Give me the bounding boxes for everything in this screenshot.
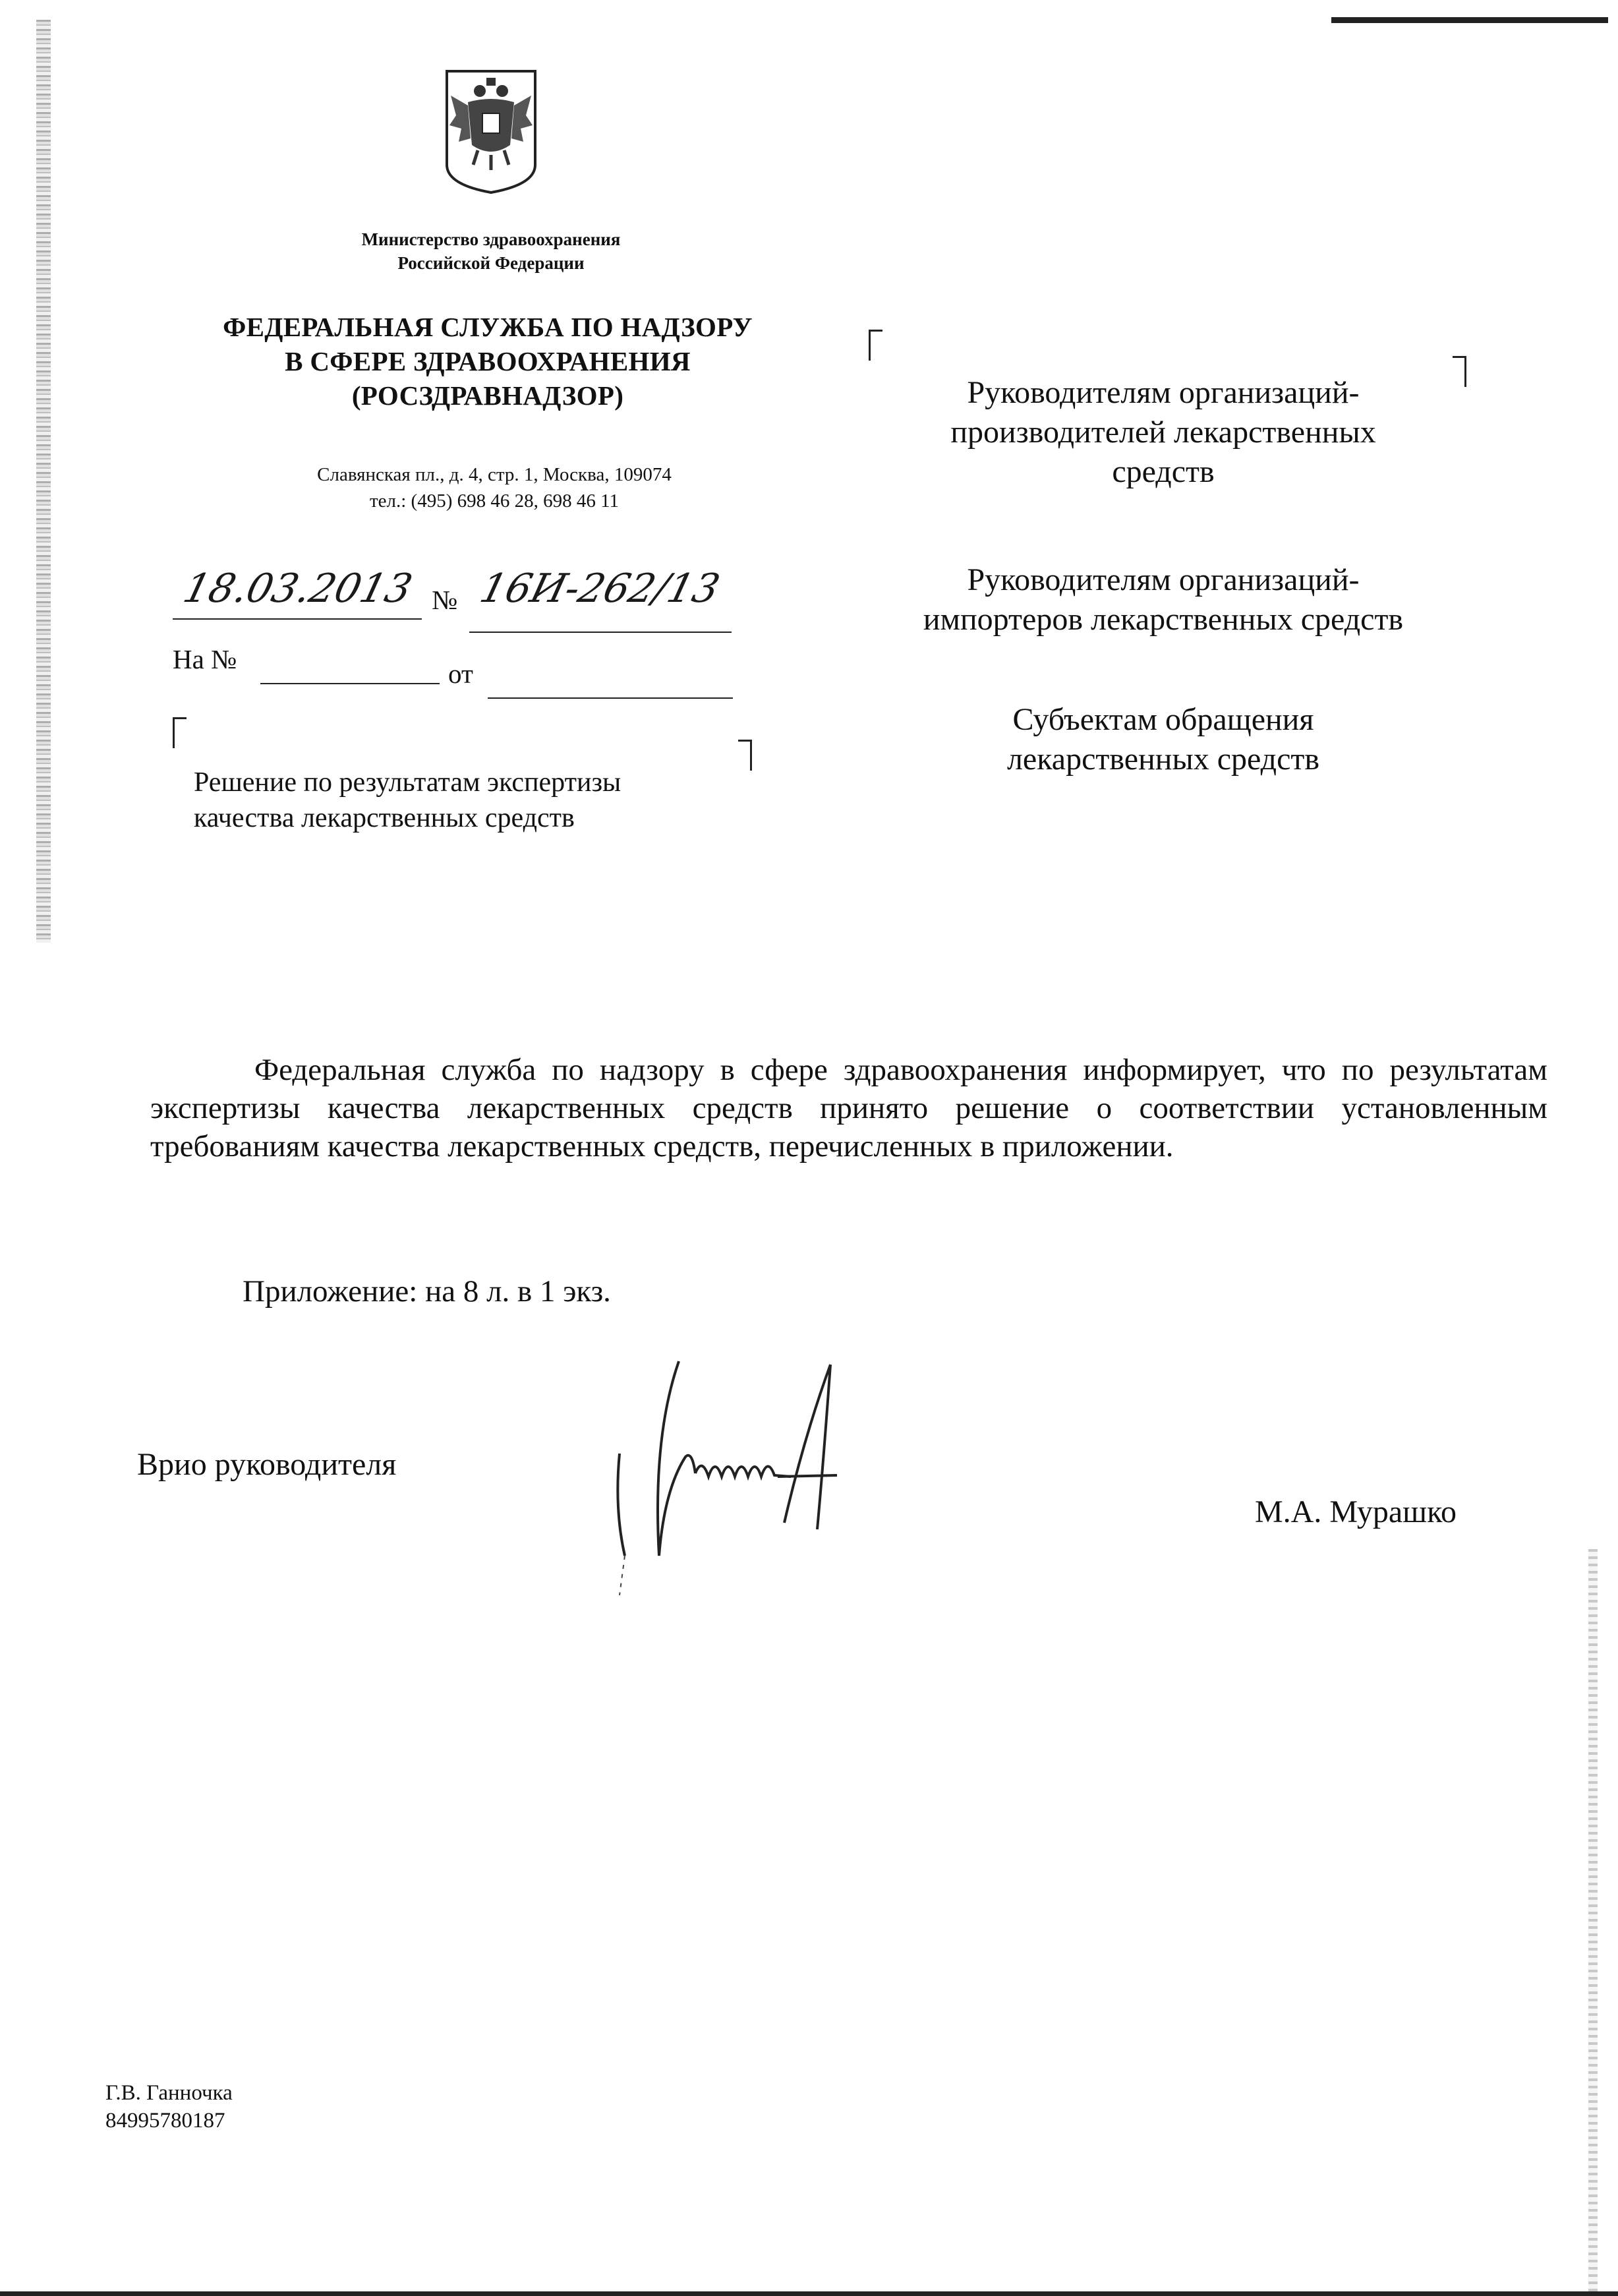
subject-block: Решение по результатам экспертизы качества лекарственных средств <box>194 767 621 833</box>
scan-edge-bottom <box>0 2291 1618 2296</box>
subject-corner-left <box>173 717 187 748</box>
recipient-circulation-subjects: Субъектам обращения лекарственных средств <box>1006 702 1320 777</box>
body-paragraph: Федеральная служба по надзору в сфере здравоохранения информирует, что по результатам экспертизы качества лекарственных средств принято решение о соответствии установленным требованиям качества лекарственных средств, перечисленных в приложении. <box>150 1053 1547 1163</box>
recipient-importers: Руководителям организаций- импортеров лекарственных средств <box>923 562 1404 637</box>
reply-number-label: На № <box>173 644 237 674</box>
agency-address: Славянская пл., д. 4, стр. 1, Москва, 109074 тел.: (495) 698 46 28, 698 46 11 <box>317 464 672 512</box>
recipients-corner-left <box>869 330 882 361</box>
handwritten-date: 18.03.2013 <box>179 566 417 612</box>
scan-edge-left <box>36 20 51 943</box>
executor-name: Г.В. Ганночка <box>105 2081 233 2105</box>
coat-of-arms-emblem-icon <box>442 66 540 196</box>
from-date-line <box>488 697 733 699</box>
number-label: № <box>432 585 458 615</box>
attachment-note: Приложение: на 8 л. в 1 экз. <box>243 1274 611 1309</box>
number-line <box>469 632 732 633</box>
from-label: от <box>448 659 473 689</box>
signatory-position: Врио руководителя <box>137 1447 397 1482</box>
agency-name: ФЕДЕРАЛЬНАЯ СЛУЖБА ПО НАДЗОРУ В СФЕРЕ ЗДРАВООХРАНЕНИЯ (РОСЗДРАВНАДЗОР) <box>223 312 753 411</box>
scan-edge-top <box>1331 17 1608 23</box>
signatory-name: М.А. Мурашко <box>1255 1494 1457 1529</box>
reply-number-line <box>260 683 440 684</box>
handwritten-number: 16И-262/13 <box>475 566 724 612</box>
executor-info <box>105 2079 233 2134</box>
handwritten-signature <box>580 1358 863 1608</box>
recipient-manufacturers: Руководителям организаций- производителей лекарственных средств <box>950 375 1376 489</box>
date-line <box>173 618 422 620</box>
scan-edge-right <box>1588 1549 1598 2294</box>
ministry-name: Министерство здравоохранения Российской Федерации <box>361 229 621 273</box>
executor-phone: 84995780187 <box>105 2109 225 2133</box>
